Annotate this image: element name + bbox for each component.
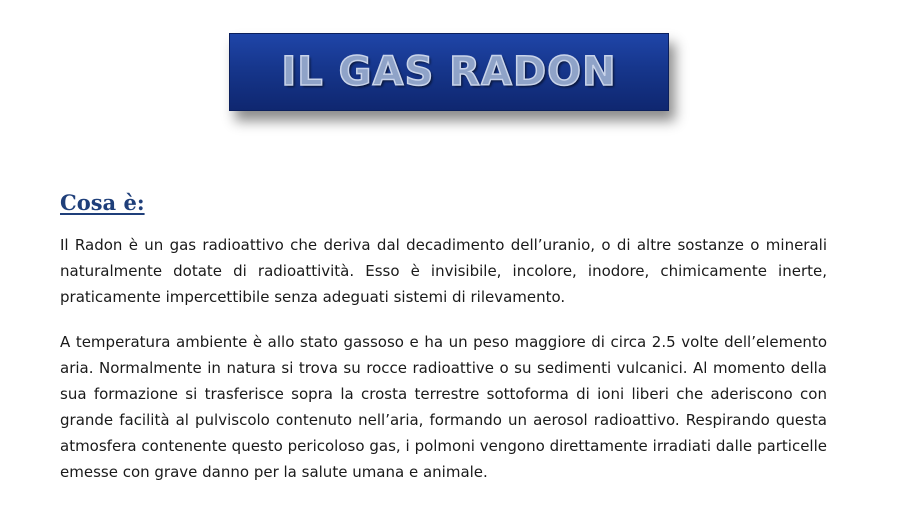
paragraph-1: Il Radon è un gas radioattivo che deriva dal decadimento dell’uranio, o di altre sostanze o minerali naturalmente dotate di radioattività. Esso è invisibile, incolore, inodore, chimicamente inerte, praticamente impercettibile senza adeguati sistemi di rilevamento. — [60, 236, 827, 306]
title-banner — [229, 33, 669, 111]
section-heading: Cosa è: — [60, 190, 145, 215]
page-title: IL GAS RADON — [281, 49, 617, 95]
paragraph-2: A temperatura ambiente è allo stato gassoso e ha un peso maggiore di circa 2.5 volte dell’elemento aria. Normalmente in natura si trova su rocce radioattive o su sedimenti vulcanici. Al momento della sua formazione si trasferisce sopra la crosta terrestre sottoforma di ioni liberi che aderiscono con grande facilità al pulviscolo contenuto nell’aria, formando un aerosol radioattivo. Respirando questa atmosfera contenente questo pericoloso gas, i polmoni vengono direttamente irradiati dalle particelle emesse con grave danno per la salute umana e animale. — [60, 333, 827, 481]
